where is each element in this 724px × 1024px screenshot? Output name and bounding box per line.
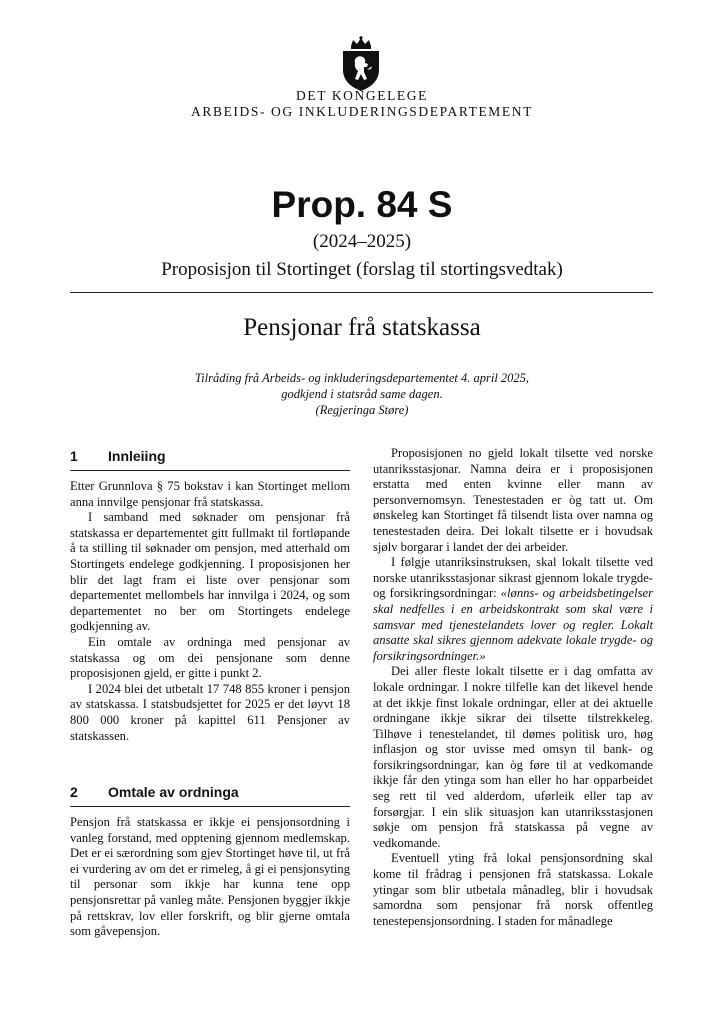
paragraph: Proposisjonen no gjeld lokalt tilsette ved norske utanriksstasjonar. Namna deira er i proposisjonen erstatta med enten kvinne eller mann av personvernomsyn. Tenestestaden er òg tatt ut. Om ønskeleg kan Stortinget få tilsendt lista over namna og tenestestaden deira. Dei lokalt tilsette er i hovudsak sjølv borgarar i landet der dei arbeider. [373, 446, 653, 554]
paragraph: Eventuell yting frå lokal pensjonsordning skal kome til frådrag i pensjonen frå statskassa. Lokale ytingar som blir utbetala månadleg, blir i hovudsak samordna som pensjonar frå norsk offentleg tenestepensjonsordning. I staden for månadlege [373, 851, 653, 928]
right-column [373, 446, 653, 929]
section-heading [70, 446, 350, 471]
paragraph: Ein omtale av ordninga med pensjonar av statskassa og om dei pensjonane som denne proposisjonen gjeld, er gitte i punkt 2. [70, 634, 350, 681]
title-divider [70, 292, 653, 293]
section-number: 1 [70, 448, 78, 464]
department-line-1: DET KONGELEGE [296, 88, 428, 103]
paragraph: Pensjon frå statskassa er ikkje ei pensjonsordning i vanleg forstand, med opptening gjennom medlemskap. Det er ei særordning som gjev Stortinget høve til, ut frå ei vurdering av om det er rimeleg, å gi ei pensjonsyting til personar som ikkje har kunna tene opp pensjonsrettar på vanleg måte. Pensjonen byggjer ikkje på rettskrav, lov eller forskrift, og blir gjerne omtala som gåvepensjon. [70, 815, 350, 939]
section-title: Innleiing [108, 448, 166, 464]
session-years: (2024–2025) [312, 231, 412, 252]
paragraph [373, 555, 653, 664]
recommendation-line: godkjend i statsråd same dagen. [281, 387, 443, 401]
paragraph-lead: I følgje utanriksinstruksen, skal lokalt tilsette ved norske utanriksstasjonar sikrast gjennom lokale trygde- og forsikringsordningar: [373, 555, 653, 601]
coat-of-arms-icon [337, 36, 385, 92]
instruction-quote: «lønns- og arbeidsbetingelser skal nedfelles i en arbeidskontrakt som skal være i samsvar med tjenestelandets lover og regler. Lokalt ansatte skal sikres gjennom adekvate lokale trygde- og forsikringsordninger.» [373, 586, 653, 663]
proposition-number: Prop. 84 S [271, 184, 453, 225]
paragraph: Etter Grunnlova § 75 bokstav i kan Stortinget mellom anna innvilge pensjonar frå statskassa. [70, 479, 350, 509]
proposition-subtitle: Proposisjon til Stortinget (forslag til stortingsvedtak) [161, 259, 563, 280]
recommendation-line: Tilråding frå Arbeids- og inkluderingsdepartementet 4. april 2025, [194, 371, 530, 385]
section-title: Omtale av ordninga [108, 784, 239, 801]
recommendation-line: (Regjeringa Støre) [315, 403, 409, 417]
section-number: 2 [70, 784, 78, 801]
document-title: Pensjonar frå statskassa [243, 314, 481, 341]
paragraph: I samband med søknader om pensjonar frå statskassa er departementet gitt fullmakt til fortløpande å ta stilling til søknader om pensjon, med atterhald om Stortingets endelege godkjenning. I proposisjonen her blir det lagt fram ei liste over pensjonar som departementet mellombels har innvilga i 2024, og som departementet no ber om Stortingets endelege godkjenning av. [70, 510, 350, 634]
left-column [70, 446, 350, 940]
department-line-2: ARBEIDS- OG INKLUDERINGSDEPARTEMENT [191, 104, 533, 119]
paragraph: I 2024 blei det utbetalt 17 748 855 kroner i pensjon av statskassa. I statsbudsjettet for 2025 er det løyvt 18 800 000 kroner på kapittel 611 Pensjoner av statskassen. [70, 681, 350, 743]
paragraph: Dei aller fleste lokalt tilsette er i dag omfatta av lokale ordningar. I nokre tilfelle kan det likevel hende at det ikkje finst lokale ordningar, eller at dei aktuelle ordningane ikkje sikrar dei tilsette tilstrekkeleg. Tilhøve i tenestelandet, til dømes politisk uro, høg inflasjon og stor uvisse med omsyn til bank- og forsikringsordningar, kan òg føre til at vedkomande ikkje får den ytinga som han eller ho har opparbeidet seg rett til ved alderdom, uførleik eller tap av forsørgjar. I ein slik situasjon kan utanriksstasjonen søkje om pensjon frå statskassa på vegne av vedkomande. [373, 664, 653, 850]
section-heading [70, 782, 350, 807]
recommendation-note [0, 370, 724, 418]
